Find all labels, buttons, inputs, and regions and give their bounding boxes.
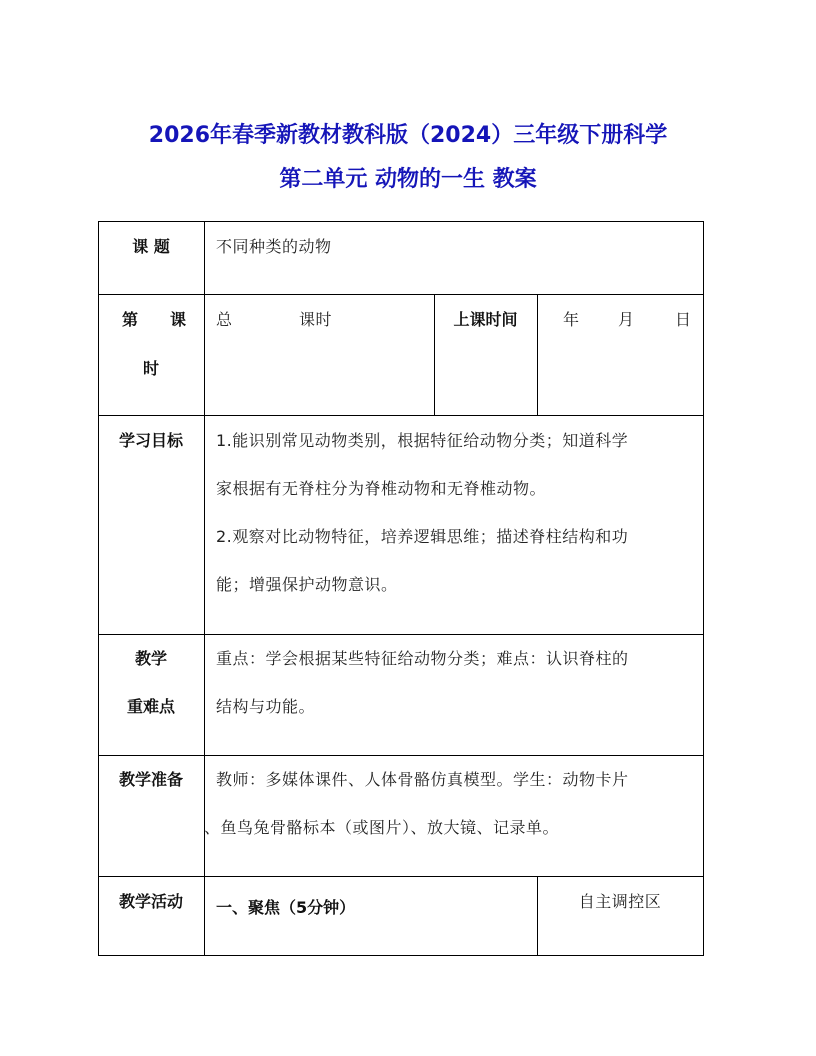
table-border-label-divider [204, 221, 205, 956]
goals-line2: 家根据有无脊柱分为脊椎动物和无脊椎动物。 [216, 479, 547, 498]
goals-line3: 2.观察对比动物特征，培养逻辑思维；描述脊柱结构和功 [216, 527, 629, 546]
table-border-activity-divider [537, 876, 538, 955]
table-border-row4 [98, 755, 704, 756]
key-points-line2: 结构与功能。 [216, 697, 316, 716]
document-title-line1: 2026年春季新教材教科版（2024）三年级下册科学 [148, 123, 668, 148]
table-border-right [703, 221, 704, 956]
class-time-label: 上课时间 [453, 310, 518, 329]
class-time-year: 年 [563, 310, 580, 329]
period-label-part2: 课 [169, 310, 186, 329]
table-border-row1 [98, 294, 704, 295]
table-border-top [98, 221, 704, 222]
class-time-day: 日 [675, 310, 692, 329]
period-total: 总 [216, 310, 233, 329]
goals-line1: 1.能识别常见动物类别，根据特征给动物分类；知道科学 [216, 431, 629, 450]
table-border-row3 [98, 634, 704, 635]
table-border-bottom [98, 955, 704, 956]
activity-section-focus: 一、聚焦（5分钟） [216, 898, 356, 917]
topic-label: 课 题 [132, 237, 170, 256]
class-time-month: 月 [618, 310, 635, 329]
period-hours: 课时 [299, 310, 333, 329]
goals-label: 学习目标 [118, 431, 183, 450]
key-points-label-line1: 教学 [134, 649, 167, 668]
activities-label: 教学活动 [118, 892, 183, 911]
period-label-part1: 第 [121, 310, 138, 329]
table-border-period-divider2 [537, 294, 538, 415]
key-points-line1: 重点：学会根据某些特征给动物分类；难点：认识脊柱的 [216, 649, 629, 668]
topic-value: 不同种类的动物 [216, 237, 332, 256]
table-border-row5 [98, 876, 704, 877]
table-border-row2 [98, 415, 704, 416]
preparation-label: 教学准备 [118, 770, 183, 789]
self-regulation-area-label: 自主调控区 [578, 892, 662, 911]
table-border-left [98, 221, 99, 956]
preparation-line1: 教师：多媒体课件、人体骨骼仿真模型。学生：动物卡片 [216, 770, 629, 789]
period-label-part3: 时 [142, 359, 159, 378]
goals-line4: 能；增强保护动物意识。 [216, 575, 398, 594]
key-points-label-line2: 重难点 [126, 697, 175, 716]
document-title-line2: 第二单元 动物的一生 教案 [279, 167, 537, 192]
preparation-line2: 、鱼鸟兔骨骼标本（或图片）、放大镜、记录单。 [204, 818, 560, 837]
